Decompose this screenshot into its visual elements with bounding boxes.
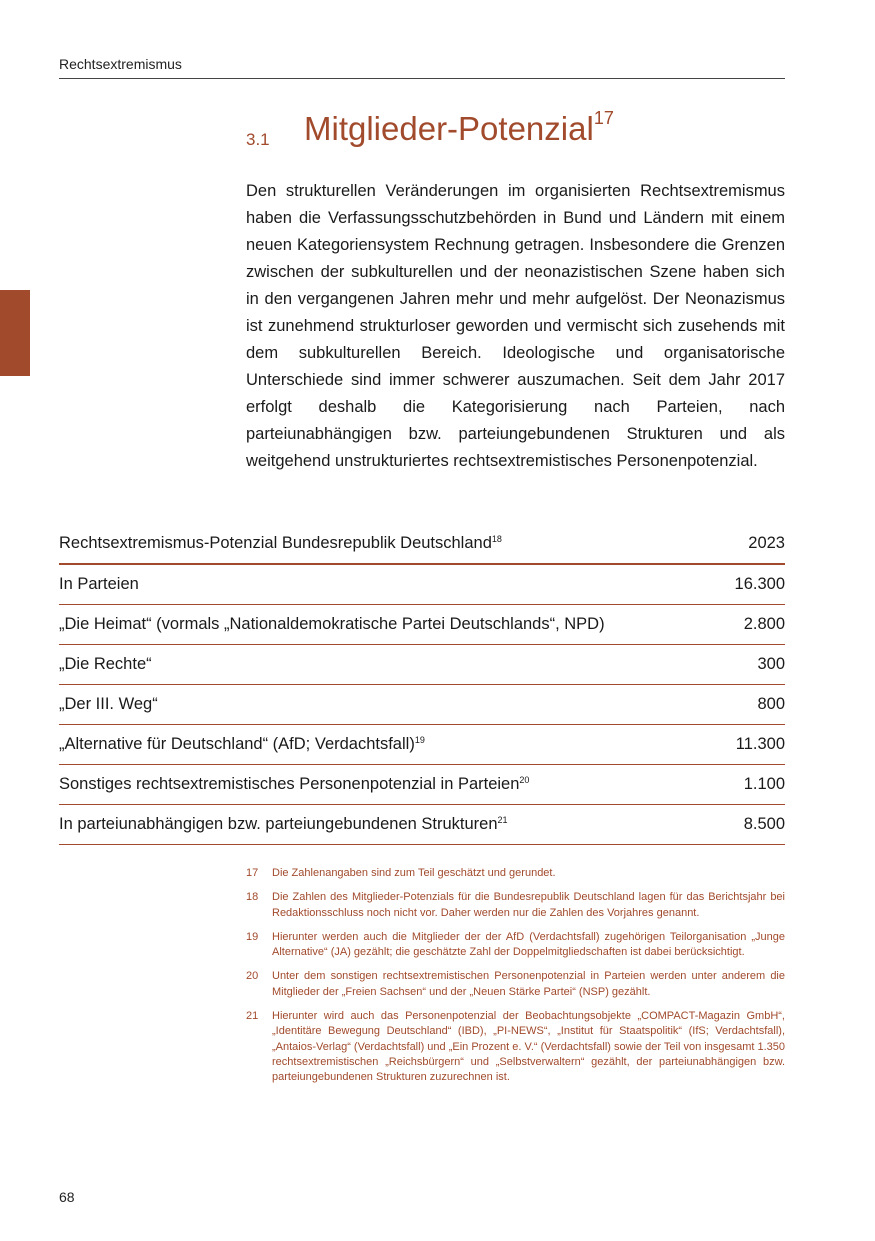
footnote bbox=[246, 969, 785, 1000]
body-paragraph: Den strukturellen Veränderungen im organisierten Rechtsextremismus haben die Verfassungsschutzbehörden in Bund und Ländern mit einem neuen Kategoriensystem Rechnung getragen. Insbesondere die Grenzen zwischen der subkulturellen und der neonazistischen Szene haben sich in den vergangenen Jahren mehr und mehr aufgelöst. Der Neonazismus ist zunehmend strukturloser geworden und vermischt sich zusehends mit dem subkulturellen Bereich. Ideologische und organisatorische Unterschiede sind immer schwerer auszumachen. Seit dem Jahr 2017 erfolgt deshalb die Kategorisierung nach Parteien, nach parteiunabhängigen bzw. parteiungebundenen Strukturen und als weitgehend unstrukturiertes rechtsextremistisches Personenpotenzial. bbox=[246, 182, 785, 470]
row-value: 2.800 bbox=[724, 605, 785, 645]
row-value: 300 bbox=[724, 645, 785, 685]
footnote-ref[interactable]: 19 bbox=[414, 735, 425, 745]
row-label-text: Sonstiges rechtsextremistisches Personenpotenzial in Parteien bbox=[59, 775, 520, 793]
row-label-text: „Die Heimat“ (vormals „Nationaldemokratische Partei Deutschlands“, NPD) bbox=[59, 615, 605, 633]
row-label-text: In Parteien bbox=[59, 575, 139, 593]
table-header-year: 2023 bbox=[724, 524, 785, 564]
row-label bbox=[59, 564, 724, 605]
row-label-text: „Der III. Weg“ bbox=[59, 695, 158, 713]
page-number: 68 bbox=[59, 1189, 75, 1205]
section-title-text: Mitglieder-Potenzial bbox=[304, 110, 594, 147]
potential-table bbox=[59, 524, 785, 845]
footnote-text: Hierunter wird auch das Personenpotenzial der Beobachtungsobjekte „COMPACT-Magazin GmbH“, „Identitäre Bewegung Deutschland“ (IBD), „PI-NEWS“, „Institut für Staatspolitik“ (IfS; Verdachtsfall), „Antaios-Verlag“ (Verdachtsfall) und „Ein Prozent e. V.“ (Verdachtsfall) sowie der Teil von insgesamt 1.350 rechtsextremistischen „Reichsbürgern“ und „Selbstverwaltern“ gezählt, der parteiunabhängigen bzw. parteiungebundenen Strukturen zuzurechnen ist. bbox=[272, 1010, 785, 1084]
table-row bbox=[59, 725, 785, 765]
row-value: 16.300 bbox=[724, 564, 785, 605]
footnote-ref[interactable]: 17 bbox=[593, 108, 614, 128]
table-row bbox=[59, 765, 785, 805]
row-label bbox=[59, 685, 724, 725]
footnote-text: Die Zahlen des Mitglieder-Potenzials für die Bundesrepublik Deutschland lagen für das Berichtsjahr bei Redaktionsschluss noch nicht vor. Daher werden nur die Zahlen des Vorjahres genannt. bbox=[272, 891, 785, 919]
table-row bbox=[59, 645, 785, 685]
running-head: Rechtsextremismus bbox=[59, 56, 785, 79]
footnote-text: Die Zahlenangaben sind zum Teil geschätzt und gerundet. bbox=[272, 867, 556, 879]
row-label-text: „Alternative für Deutschland“ (AfD; Verdachtsfall) bbox=[59, 735, 415, 753]
footnote-ref[interactable]: 20 bbox=[519, 775, 530, 785]
row-label bbox=[59, 725, 724, 765]
footnote-number: 19 bbox=[246, 930, 259, 943]
table-header-label bbox=[59, 524, 724, 564]
section-title bbox=[304, 110, 614, 148]
footnote-number: 18 bbox=[246, 891, 259, 904]
row-value: 8.500 bbox=[724, 805, 785, 845]
section-heading bbox=[246, 110, 786, 160]
row-label-text: In parteiunabhängigen bzw. parteiungebundenen Strukturen bbox=[59, 815, 498, 833]
footnote-number: 21 bbox=[246, 1010, 259, 1023]
table-header-row bbox=[59, 524, 785, 564]
footnote-text: Unter dem sonstigen rechtsextremistischen Personenpotenzial in Parteien werden unter anderem die Mitglieder der „Freien Sachsen“ und der „Neuen Stärke Partei“ (NSP) gezählt. bbox=[272, 970, 785, 998]
table-row bbox=[59, 605, 785, 645]
section-number: 3.1 bbox=[246, 130, 270, 149]
row-value: 11.300 bbox=[724, 725, 785, 765]
table-row bbox=[59, 685, 785, 725]
table-row bbox=[59, 564, 785, 605]
footnote-number: 17 bbox=[246, 867, 259, 879]
footnote-ref[interactable]: 18 bbox=[491, 534, 502, 544]
row-label bbox=[59, 765, 724, 805]
footnote bbox=[246, 930, 785, 961]
chapter-tab-marker bbox=[0, 290, 30, 376]
row-value: 1.100 bbox=[724, 765, 785, 805]
table-header-text: Rechtsextremismus-Potenzial Bundesrepublik Deutschland bbox=[59, 534, 492, 552]
row-label bbox=[59, 805, 724, 845]
row-label bbox=[59, 605, 724, 645]
row-value: 800 bbox=[724, 685, 785, 725]
row-label bbox=[59, 645, 724, 685]
footnote-number: 20 bbox=[246, 970, 259, 983]
footnotes bbox=[246, 866, 785, 1095]
row-label-text: „Die Rechte“ bbox=[59, 655, 152, 673]
footnote-ref[interactable]: 21 bbox=[497, 815, 508, 825]
footnote bbox=[246, 1009, 785, 1085]
footnote bbox=[246, 866, 785, 881]
footnote-text: Hierunter werden auch die Mitglieder der der AfD (Verdachtsfall) zugehörigen Teilorganisation „Junge Alternative“ (JA) gezählt; die geschätzte Zahl der Doppelmitgliedschaften ist dabei berücksichtigt. bbox=[272, 930, 785, 959]
footnote bbox=[246, 890, 785, 921]
table-row bbox=[59, 805, 785, 845]
